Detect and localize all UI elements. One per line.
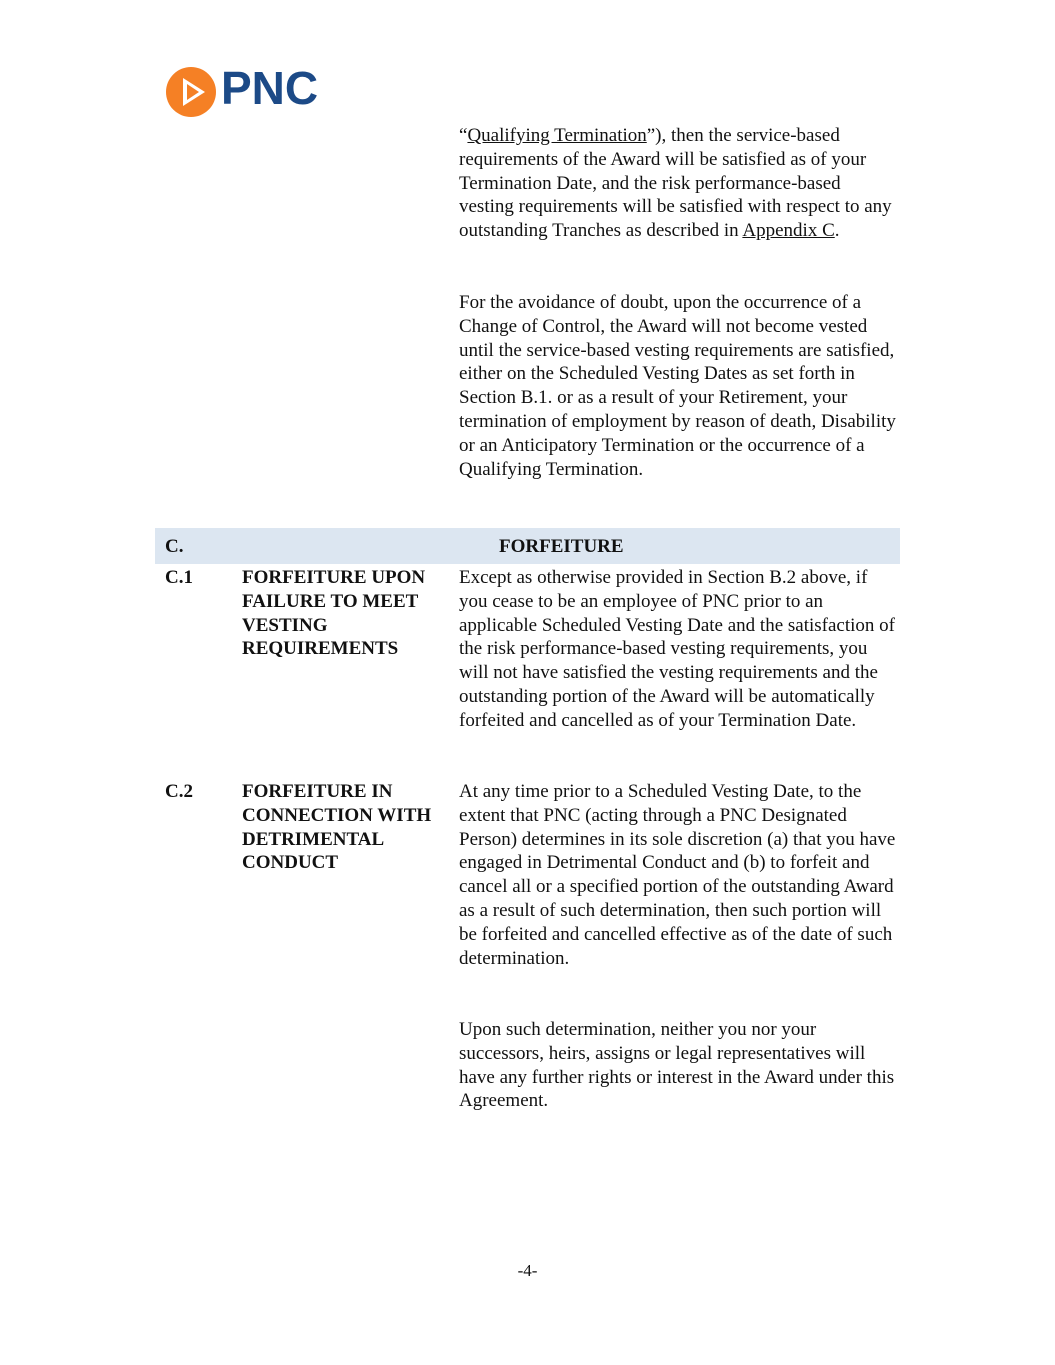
row-text-c2-para1: At any time prior to a Scheduled Vesting Date, to the extent that PNC (acting through a PNC Designated Person) determines in its sole discretion (a) that you have engaged in Detrimental Conduct and (b) to forfeit and cancel all or a specified portion of the outstanding Award as a result of such determination, then such portion will be forfeited and cancelled effective as of the date of such determination. <box>459 781 896 969</box>
section-title: FORFEITURE <box>499 536 624 557</box>
pnc-logo <box>165 62 340 118</box>
logo-wordmark: PNC <box>221 62 319 114</box>
row-text-c2-para2: Upon such determination, neither you nor your successors, heirs, assigns or legal representatives will have any further rights or interest in the Award under this Agreement. <box>459 1019 895 1112</box>
change-of-control-paragraph: For the avoidance of doubt, upon the occurrence of a Change of Control, the Award will not become vested until the service-based vesting requirements are satisfied, either on the Scheduled Vesting Dates as set forth in Section B.1. or as a result of your Retirement, your termination of employment by reason of death, Disability or an Anticipatory Termination or the occurrence of a Qualifying Termination. <box>459 292 896 480</box>
pnc-triangle-icon <box>165 66 217 118</box>
open-quote: “ <box>459 125 468 146</box>
section-number: C. <box>165 536 184 557</box>
page-number: -4- <box>517 1261 538 1280</box>
period: . <box>834 220 840 242</box>
row-text-c1: Except as otherwise provided in Section B.2 above, if you cease to be an employee of PNC prior to an applicable Scheduled Vesting Date and the satisfaction of the risk performance-based vesting requirements, you will not have satisfied the vesting requirements and the outstanding portion of the Award will be automatically forfeited and cancelled as of your Termination Date. <box>459 567 895 731</box>
row-heading-c2: FORFEITURE IN CONNECTION WITH DETRIMENTAL CONDUCT <box>242 781 432 874</box>
row-heading-c1: FORFEITURE UPON FAILURE TO MEET VESTING REQUIREMENTS <box>242 567 426 660</box>
appendix-c-reference: Appendix C <box>742 220 835 242</box>
continuation-text: ”), then the service-based requirements of the Award will be satisfied as of your Termination Date, and the risk performance-based vesting requirements will be satisfied with respect to any outstanding Tranches as described in <box>459 125 892 242</box>
row-number-c1: C.1 <box>165 567 193 588</box>
section-header-bar <box>155 528 900 564</box>
defined-term-qualifying-termination: Qualifying Termination <box>467 125 647 146</box>
row-number-c2: C.2 <box>165 781 193 802</box>
continuation-paragraph <box>459 124 899 243</box>
